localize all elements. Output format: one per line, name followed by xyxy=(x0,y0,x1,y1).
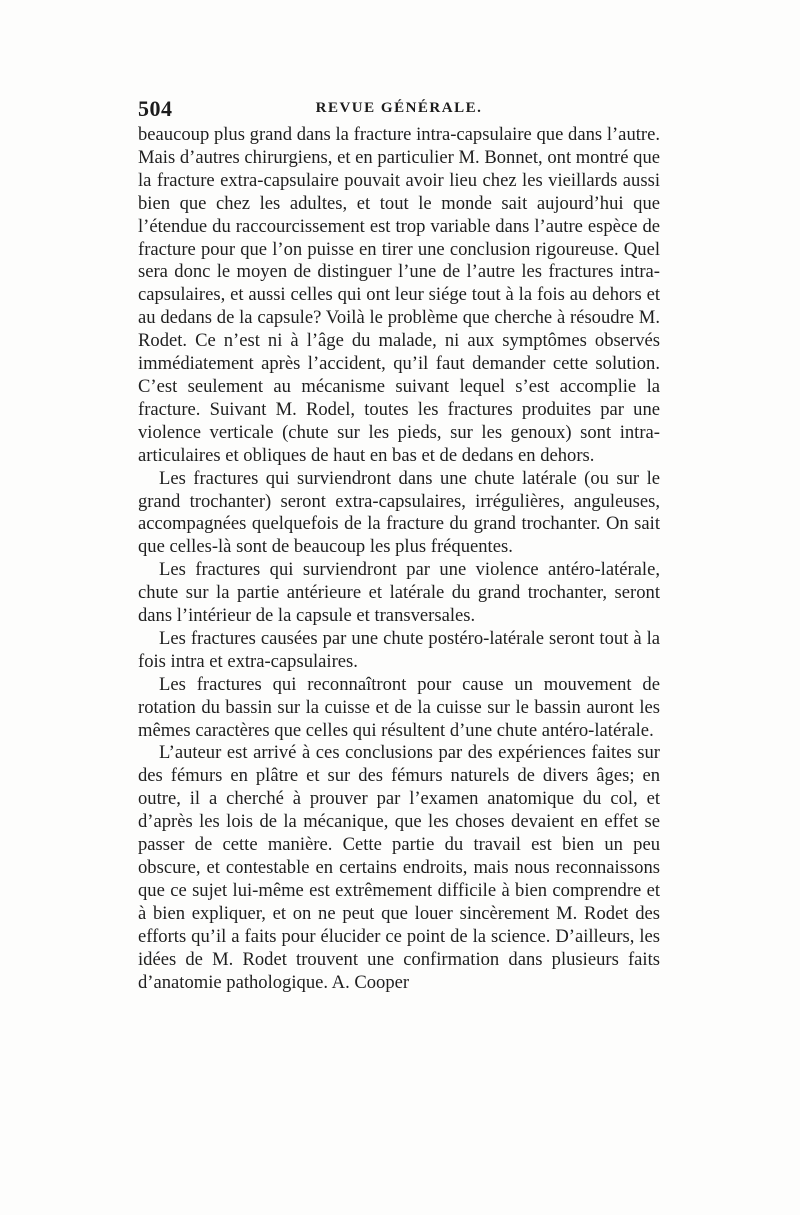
paragraph-lateral-fall: Les fractures qui surviendront dans une chute latérale (ou sur le grand trochanter) seront extra-capsulaires, irrégulières, anguleuses, accompagnées quelquefois de la fracture du grand trochanter. On sait que celles-là sont de beaucoup les plus fréquentes. xyxy=(138,467,660,558)
paragraph-postero-lateral: Les fractures causées par une chute postéro-latérale seront tout à la fois intra et extra-capsulaires. xyxy=(138,627,660,672)
running-title: REVUE GÉNÉRALE. xyxy=(315,100,483,116)
paragraph-antero-lateral: Les fractures qui surviendront par une violence antéro-latérale, chute sur la partie antérieure et latérale du grand trochanter, seront dans l’intérieur de la capsule et transversales. xyxy=(138,559,660,627)
paragraph-continued: beaucoup plus grand dans la fracture intra-capsulaire que dans l’autre. Mais d’autres chirurgiens, et en particulier M. Bonnet, ont montré que la fracture extra-capsulaire pouvait avoir lieu chez les vieillards aussi bien que chez les adultes, et tout le monde sait aujourd’hui que l’étendue du raccourcissement est trop variable dans l’autre espèce de fracture pour que l’on puisse en tirer une conclusion rigoureuse. Quel sera donc le moyen de distinguer l’une de l’autre les fractures intra-capsulaires, et aussi celles qui ont leur siége tout à la fois au dehors et au dedans de la capsule? Voilà le problème que cherche à résoudre M. Rodet. Ce n’est ni à l’âge du malade, ni aux symptômes observés immédiatement après l’accident, qu’il faut demander cette solution. C’est seulement au mécanisme suivant lequel s’est accomplie la fracture. Suivant M. Rodel, toutes les fractures produites par une violence verticale (chute sur les pieds, sur les genoux) sont intra-articulaires et obliques de haut en bas et de dedans en dehors. xyxy=(138,124,660,466)
paragraph-author-conclusions: L’auteur est arrivé à ces conclusions par des expériences faites sur des fémurs en plâtre et sur des fémurs naturels de divers âges; en outre, il a cherché à prouver par l’examen anatomique du col, et d’après les lois de la mécanique, que les choses devaient en effet se passer de cette manière. Cette partie du travail est bien un peu obscure, et contestable en certains endroits, mais nous reconnaissons que ce sujet lui-même est extrêmement difficile à bien comprendre et à bien expliquer, et on ne peut que louer sincèrement M. Rodet des efforts qu’il a faits pour élucider ce point de la science. D’ailleurs, les idées de M. Rodet trouvent une confirmation dans plusieurs faits d’anatomie pathologique. A. Cooper xyxy=(138,742,660,993)
page-number: 504 xyxy=(138,96,173,121)
paragraph-rotation: Les fractures qui reconnaîtront pour cause un mouvement de rotation du bassin sur la cuisse et de la cuisse sur le bassin auront les mêmes caractères que celles qui résultent d’une chute antéro-latérale. xyxy=(138,673,660,741)
body-text xyxy=(138,124,660,994)
running-header xyxy=(138,96,660,122)
